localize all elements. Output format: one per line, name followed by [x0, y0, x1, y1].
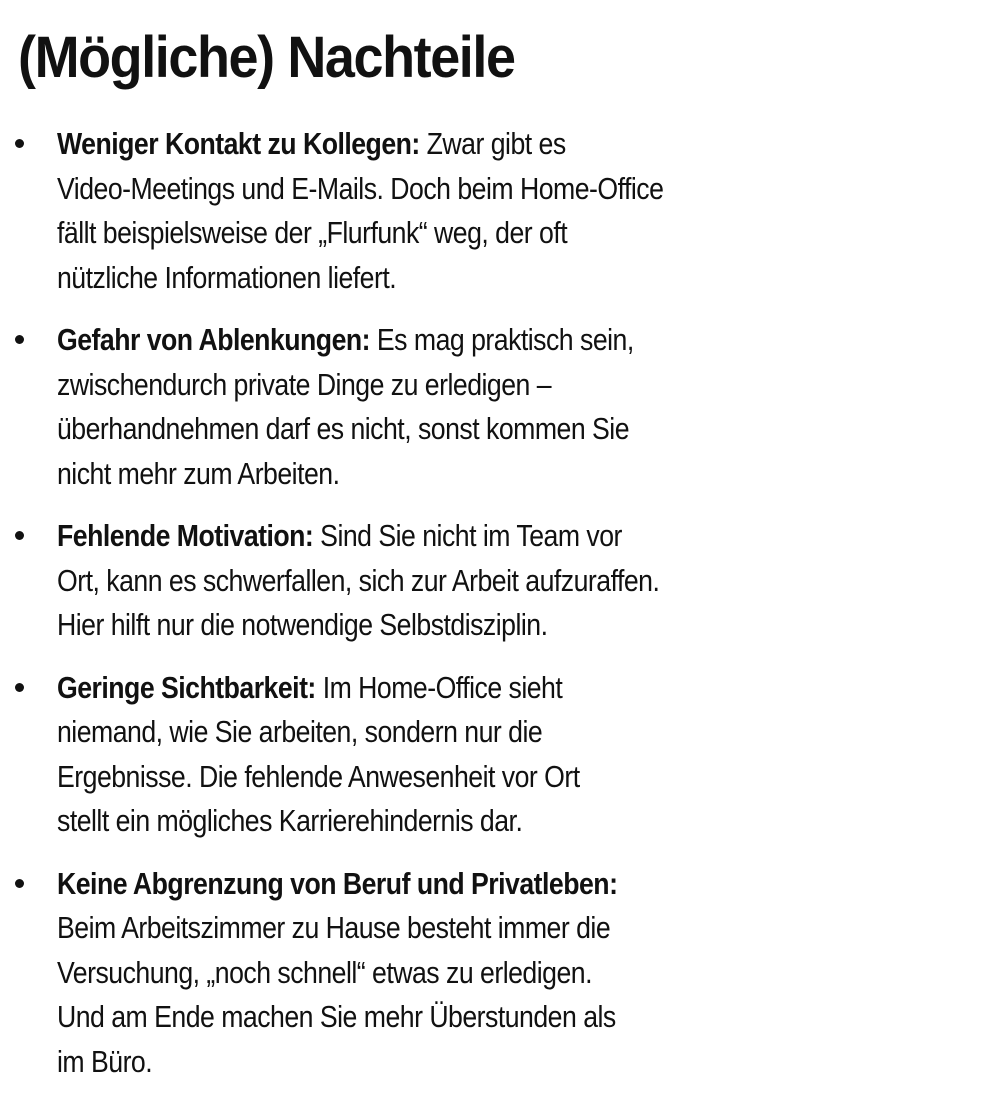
disadvantages-list	[0, 122, 762, 1102]
item-line: Video-Meetings und E-Mails. Doch beim Home-Office	[57, 170, 664, 206]
item-text: Zwar gibt es	[419, 126, 566, 161]
item-term: Weniger Kontakt zu Kollegen:	[57, 126, 420, 161]
item-term: Fehlende Motivation:	[57, 518, 314, 553]
item-text: Im Home-Office sieht	[315, 669, 563, 705]
item-line: fällt beispielsweise der „Flurfunk“ weg, der oft	[57, 215, 568, 250]
item-line: im Büro.	[57, 1043, 153, 1079]
item-line: nicht mehr zum Arbeiten.	[57, 455, 340, 491]
item-text: Es mag praktisch sein,	[370, 322, 634, 357]
item-line	[57, 666, 663, 711]
list-item	[0, 666, 762, 844]
item-text: Sind Sie nicht im Team vor	[313, 518, 622, 553]
item-term: Gefahr von Ablenkungen:	[57, 322, 371, 357]
item-line	[57, 318, 663, 363]
item-line: überhandnehmen darf es nicht, sonst kommen Sie	[57, 411, 630, 446]
bullet-icon	[15, 879, 24, 888]
item-line: Ergebnisse. Die fehlende Anwesenheit vor Ort	[57, 758, 580, 794]
item-term: Keine Abgrenzung von Beruf und Privatleben:	[57, 865, 618, 901]
item-line	[57, 514, 663, 559]
item-line: stellt ein mögliches Karrierehindernis dar.	[57, 803, 523, 838]
bullet-icon	[15, 139, 24, 148]
bullet-icon	[15, 335, 24, 344]
item-line: Hier hilft nur die notwendige Selbstdisziplin.	[57, 607, 548, 642]
list-item	[0, 862, 762, 1085]
item-line	[57, 122, 663, 167]
bullet-icon	[15, 531, 24, 540]
item-line	[57, 862, 663, 907]
item-line: nützliche Informationen liefert.	[57, 259, 397, 295]
list-item	[0, 514, 762, 648]
item-line: Ort, kann es schwerfallen, sich zur Arbeit aufzuraffen.	[57, 562, 660, 598]
bullet-icon	[15, 683, 24, 692]
page-title: (Mögliche) Nachteile	[18, 25, 515, 90]
item-line: zwischendurch private Dinge zu erledigen –	[57, 366, 552, 402]
list-item	[0, 122, 762, 300]
item-line: niemand, wie Sie arbeiten, sondern nur die	[57, 714, 543, 749]
item-line: Beim Arbeitszimmer zu Hause besteht immer die	[57, 910, 611, 945]
item-term: Geringe Sichtbarkeit:	[57, 669, 316, 705]
item-line: Versuchung, „noch schnell“ etwas zu erledigen.	[57, 954, 592, 990]
item-line: Und am Ende machen Sie mehr Überstunden als	[57, 999, 616, 1034]
list-item	[0, 318, 762, 496]
